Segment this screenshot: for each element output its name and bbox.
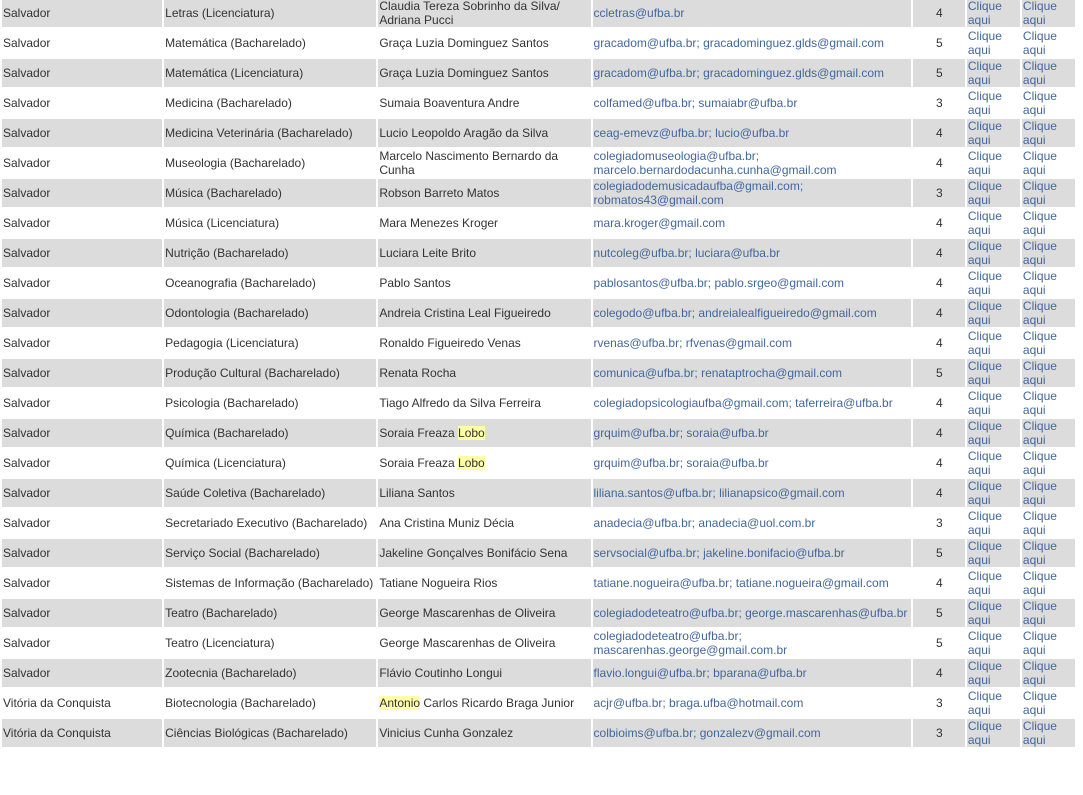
campus-cell: Salvador: [2, 89, 162, 117]
email-link[interactable]: rvenas@ufba.br; rfvenas@gmail.com: [593, 329, 911, 357]
table-row: [2, 479, 1075, 507]
clique-aqui-link[interactable]: Clique aqui: [1022, 29, 1075, 57]
clique-aqui-link[interactable]: Clique aqui: [967, 59, 1020, 87]
table-row: [2, 0, 1075, 27]
campus-cell: Salvador: [2, 179, 162, 207]
score-cell: 4: [913, 269, 965, 297]
clique-aqui-link[interactable]: Clique aqui: [967, 389, 1020, 417]
campus-cell: Salvador: [2, 629, 162, 657]
course-cell: Secretariado Executivo (Bacharelado): [164, 509, 376, 537]
campus-cell: Vitória da Conquista: [2, 689, 162, 717]
clique-aqui-link[interactable]: Clique aqui: [967, 329, 1020, 357]
clique-aqui-link[interactable]: Clique aqui: [1022, 719, 1075, 747]
coordinator-name: Andreia Cristina Leal Figueiredo: [379, 306, 551, 320]
course-cell: Medicina (Bacharelado): [164, 89, 376, 117]
coordinator-cell: [378, 419, 590, 447]
coordinator-name: Tiago Alfredo da Silva Ferreira: [379, 396, 541, 410]
coordinator-name: Jakeline Gonçalves Bonifácio Sena: [379, 546, 568, 560]
coordinator-cell: [378, 0, 590, 27]
score-cell: 5: [913, 59, 965, 87]
campus-cell: Salvador: [2, 599, 162, 627]
clique-aqui-link[interactable]: Clique aqui: [967, 239, 1020, 267]
campus-cell: Salvador: [2, 329, 162, 357]
email-link[interactable]: pablosantos@ufba.br; pablo.srgeo@gmail.com: [593, 269, 911, 297]
campus-cell: Salvador: [2, 569, 162, 597]
table-row: [2, 269, 1075, 297]
coordinator-cell: [378, 59, 590, 87]
course-cell: Zootecnia (Bacharelado): [164, 659, 376, 687]
campus-cell: Salvador: [2, 539, 162, 567]
clique-aqui-link[interactable]: Clique aqui: [1022, 89, 1075, 117]
clique-aqui-link[interactable]: Clique aqui: [967, 719, 1020, 747]
campus-cell: Vitória da Conquista: [2, 719, 162, 747]
email-link[interactable]: grquim@ufba.br; soraia@ufba.br: [593, 449, 911, 477]
clique-aqui-link[interactable]: Clique aqui: [1022, 269, 1075, 297]
coordinator-cell: [378, 119, 590, 147]
clique-aqui-link[interactable]: Clique aqui: [1022, 389, 1075, 417]
email-link[interactable]: anadecia@ufba.br; anadecia@uol.com.br: [593, 509, 911, 537]
coordinator-cell: [378, 629, 590, 657]
clique-aqui-link[interactable]: Clique aqui: [967, 599, 1020, 627]
course-cell: Matemática (Bacharelado): [164, 29, 376, 57]
email-link[interactable]: mara.kroger@gmail.com: [593, 209, 911, 237]
score-cell: 3: [913, 509, 965, 537]
course-cell: Oceanografia (Bacharelado): [164, 269, 376, 297]
coordinator-name: Mara Menezes Kroger: [379, 216, 499, 230]
coordinator-cell: [378, 269, 590, 297]
clique-aqui-link[interactable]: Clique aqui: [1022, 209, 1075, 237]
coordinator-name: Robson Barreto Matos: [379, 186, 500, 200]
email-link[interactable]: nutcoleg@ufba.br; luciara@ufba.br: [593, 239, 911, 267]
table-row: [2, 329, 1075, 357]
coordinator-cell: [378, 359, 590, 387]
score-cell: 4: [913, 659, 965, 687]
clique-aqui-link[interactable]: Clique aqui: [1022, 419, 1075, 447]
clique-aqui-link[interactable]: Clique aqui: [967, 149, 1020, 177]
email-link[interactable]: colegiadodeteatro@ufba.br; george.mascarenhas@ufba.br: [593, 599, 911, 627]
clique-aqui-link[interactable]: Clique aqui: [967, 269, 1020, 297]
course-cell: Letras (Licenciatura): [164, 0, 376, 27]
score-cell: 4: [913, 389, 965, 417]
course-cell: Música (Licenciatura): [164, 209, 376, 237]
coordinator-cell: [378, 539, 590, 567]
campus-cell: Salvador: [2, 299, 162, 327]
course-cell: Química (Bacharelado): [164, 419, 376, 447]
score-cell: 4: [913, 209, 965, 237]
email-link[interactable]: servsocial@ufba.br; jakeline.bonifacio@ufba.br: [593, 539, 911, 567]
table-row: [2, 629, 1075, 657]
campus-cell: Salvador: [2, 359, 162, 387]
clique-aqui-link[interactable]: Clique aqui: [1022, 689, 1075, 717]
email-link[interactable]: colegiadomuseologia@ufba.br; marcelo.bernardodacunha.cunha@gmail.com: [593, 149, 911, 177]
campus-cell: Salvador: [2, 479, 162, 507]
email-link[interactable]: colegiadopsicologiaufba@gmail.com; taferreira@ufba.br: [593, 389, 911, 417]
clique-aqui-link[interactable]: Clique aqui: [1022, 0, 1075, 27]
clique-aqui-link[interactable]: Clique aqui: [967, 689, 1020, 717]
coordinator-name: Ronaldo Figueiredo Venas: [379, 336, 521, 350]
coordinator-name: Renata Rocha: [379, 366, 457, 380]
clique-aqui-link[interactable]: Clique aqui: [1022, 629, 1075, 657]
clique-aqui-link[interactable]: Clique aqui: [967, 509, 1020, 537]
table-row: [2, 29, 1075, 57]
campus-cell: Salvador: [2, 269, 162, 297]
table-row: [2, 89, 1075, 117]
campus-cell: Salvador: [2, 209, 162, 237]
coordinator-cell: [378, 329, 590, 357]
clique-aqui-link[interactable]: Clique aqui: [967, 209, 1020, 237]
coordinator-name: George Mascarenhas de Oliveira: [379, 636, 556, 650]
clique-aqui-link[interactable]: Clique aqui: [967, 539, 1020, 567]
score-cell: 4: [913, 569, 965, 597]
clique-aqui-link[interactable]: Clique aqui: [1022, 59, 1075, 87]
score-cell: 3: [913, 719, 965, 747]
coordinator-cell: [378, 449, 590, 477]
coordinator-cell: [378, 689, 590, 717]
email-link[interactable]: grquim@ufba.br; soraia@ufba.br: [593, 419, 911, 447]
clique-aqui-link[interactable]: Clique aqui: [1022, 149, 1075, 177]
score-cell: 4: [913, 479, 965, 507]
coordinator-name: Tatiane Nogueira Rios: [379, 576, 498, 590]
campus-cell: Salvador: [2, 419, 162, 447]
campus-cell: Salvador: [2, 449, 162, 477]
clique-aqui-link[interactable]: Clique aqui: [1022, 449, 1075, 477]
score-cell: 4: [913, 419, 965, 447]
score-cell: 5: [913, 539, 965, 567]
course-cell: Nutrição (Bacharelado): [164, 239, 376, 267]
search-highlight: Lobo: [458, 426, 485, 440]
email-link[interactable]: acjr@ufba.br; braga.ufba@hotmail.com: [593, 689, 911, 717]
score-cell: 4: [913, 449, 965, 477]
table-row: [2, 449, 1075, 477]
campus-cell: Salvador: [2, 659, 162, 687]
score-cell: 3: [913, 689, 965, 717]
clique-aqui-link[interactable]: Clique aqui: [967, 119, 1020, 147]
clique-aqui-link[interactable]: Clique aqui: [967, 569, 1020, 597]
email-link[interactable]: colegiadodeteatro@ufba.br; mascarenhas.george@gmail.com.br: [593, 629, 911, 657]
table-row: [2, 149, 1075, 177]
email-link[interactable]: flavio.longui@ufba.br; bparana@ufba.br: [593, 659, 911, 687]
email-link[interactable]: colegiadodemusicadaufba@gmail.com; robmatos43@gmail.com: [593, 179, 911, 207]
clique-aqui-link[interactable]: Clique aqui: [1022, 359, 1075, 387]
campus-cell: Salvador: [2, 149, 162, 177]
email-link[interactable]: comunica@ufba.br; renataptrocha@gmail.com: [593, 359, 911, 387]
table-row: [2, 209, 1075, 237]
coordinator-cell: [378, 29, 590, 57]
course-cell: Pedagogia (Licenciatura): [164, 329, 376, 357]
clique-aqui-link[interactable]: Clique aqui: [967, 659, 1020, 687]
email-link[interactable]: colegodo@ufba.br; andreialealfigueiredo@gmail.com: [593, 299, 911, 327]
coordinator-cell: [378, 149, 590, 177]
score-cell: 4: [913, 239, 965, 267]
course-cell: Matemática (Licenciatura): [164, 59, 376, 87]
coordinator-cell: [378, 389, 590, 417]
course-cell: Teatro (Licenciatura): [164, 629, 376, 657]
coordinator-name: Luciara Leite Brito: [379, 246, 477, 260]
email-link[interactable]: gracadom@ufba.br; gracadominguez.glds@gmail.com: [593, 29, 911, 57]
clique-aqui-link[interactable]: Clique aqui: [967, 89, 1020, 117]
table-row: [2, 419, 1075, 447]
course-cell: Ciências Biológicas (Bacharelado): [164, 719, 376, 747]
table-body: [2, 0, 1075, 747]
coordinator-cell: [378, 659, 590, 687]
clique-aqui-link[interactable]: Clique aqui: [1022, 479, 1075, 507]
clique-aqui-link[interactable]: Clique aqui: [1022, 509, 1075, 537]
clique-aqui-link[interactable]: Clique aqui: [1022, 119, 1075, 147]
score-cell: 4: [913, 149, 965, 177]
table-row: [2, 719, 1075, 747]
coordinator-cell: [378, 599, 590, 627]
campus-cell: Salvador: [2, 509, 162, 537]
coordinator-name: Marcelo Nascimento Bernardo da Cunha: [379, 149, 559, 177]
coordinator-cell: [378, 569, 590, 597]
clique-aqui-link[interactable]: Clique aqui: [1022, 239, 1075, 267]
email-link[interactable]: colfamed@ufba.br; sumaiabr@ufba.br: [593, 89, 911, 117]
email-link[interactable]: ccletras@ufba.br: [593, 0, 911, 27]
course-cell: Química (Licenciatura): [164, 449, 376, 477]
coordinator-name: Flávio Coutinho Longui: [379, 666, 503, 680]
coordinator-cell: [378, 299, 590, 327]
clique-aqui-link[interactable]: Clique aqui: [967, 29, 1020, 57]
coordinator-name-rest: Carlos Ricardo Braga Junior: [420, 696, 575, 710]
table-row: [2, 359, 1075, 387]
coordinator-cell: [378, 509, 590, 537]
coordinator-cell: [378, 719, 590, 747]
coordinator-name: Soraia Freaza: [379, 426, 459, 440]
score-cell: 4: [913, 299, 965, 327]
table-row: [2, 539, 1075, 567]
coordinator-cell: [378, 89, 590, 117]
course-cell: Produção Cultural (Bacharelado): [164, 359, 376, 387]
clique-aqui-link[interactable]: Clique aqui: [1022, 659, 1075, 687]
table-row: [2, 119, 1075, 147]
email-link[interactable]: gracadom@ufba.br; gracadominguez.glds@gmail.com: [593, 59, 911, 87]
score-cell: 5: [913, 599, 965, 627]
coordinator-name: Sumaia Boaventura Andre: [379, 96, 520, 110]
email-link[interactable]: tatiane.nogueira@ufba.br; tatiane.nogueira@gmail.com: [593, 569, 911, 597]
score-cell: 4: [913, 329, 965, 357]
email-link[interactable]: liliana.santos@ufba.br; lilianapsico@gmail.com: [593, 479, 911, 507]
clique-aqui-link[interactable]: Clique aqui: [967, 479, 1020, 507]
campus-cell: Salvador: [2, 0, 162, 27]
table-row: [2, 239, 1075, 267]
clique-aqui-link[interactable]: Clique aqui: [967, 629, 1020, 657]
table-row: [2, 509, 1075, 537]
search-highlight: Antonio: [379, 696, 421, 710]
course-cell: Música (Bacharelado): [164, 179, 376, 207]
table-row: [2, 599, 1075, 627]
table-row: [2, 179, 1075, 207]
coordinator-name: Graça Luzia Dominguez Santos: [379, 36, 549, 50]
course-cell: Medicina Veterinária (Bacharelado): [164, 119, 376, 147]
coordinator-name: Lucio Leopoldo Aragão da Silva: [379, 126, 549, 140]
table-row: [2, 659, 1075, 687]
course-cell: Teatro (Bacharelado): [164, 599, 376, 627]
clique-aqui-link[interactable]: Clique aqui: [1022, 539, 1075, 567]
clique-aqui-link[interactable]: Clique aqui: [967, 179, 1020, 207]
coordinator-cell: [378, 209, 590, 237]
clique-aqui-link[interactable]: Clique aqui: [967, 419, 1020, 447]
campus-cell: Salvador: [2, 239, 162, 267]
coordinator-name: Pablo Santos: [379, 276, 451, 290]
clique-aqui-link[interactable]: Clique aqui: [967, 299, 1020, 327]
campus-cell: Salvador: [2, 29, 162, 57]
coordinator-name: Graça Luzia Dominguez Santos: [379, 66, 549, 80]
course-cell: Saúde Coletiva (Bacharelado): [164, 479, 376, 507]
score-cell: 5: [913, 629, 965, 657]
clique-aqui-link[interactable]: Clique aqui: [1022, 329, 1075, 357]
score-cell: 3: [913, 89, 965, 117]
coordinator-cell: [378, 479, 590, 507]
email-link[interactable]: ceag-emevz@ufba.br; lucio@ufba.br: [593, 119, 911, 147]
table-row: [2, 569, 1075, 597]
course-cell: Biotecnologia (Bacharelado): [164, 689, 376, 717]
campus-cell: Salvador: [2, 119, 162, 147]
clique-aqui-link[interactable]: Clique aqui: [967, 449, 1020, 477]
clique-aqui-link[interactable]: Clique aqui: [967, 0, 1020, 27]
score-cell: 4: [913, 0, 965, 27]
score-cell: 4: [913, 119, 965, 147]
score-cell: 5: [913, 29, 965, 57]
coordinator-name: Vinicius Cunha Gonzalez: [379, 726, 514, 740]
search-highlight: Lobo: [458, 456, 485, 470]
course-cell: Sistemas de Informação (Bacharelado): [164, 569, 376, 597]
clique-aqui-link[interactable]: Clique aqui: [1022, 179, 1075, 207]
campus-cell: Salvador: [2, 59, 162, 87]
table-row: [2, 389, 1075, 417]
coordinator-cell: [378, 239, 590, 267]
coordinator-name: Liliana Santos: [379, 486, 455, 500]
clique-aqui-link[interactable]: Clique aqui: [1022, 599, 1075, 627]
course-cell: Serviço Social (Bacharelado): [164, 539, 376, 567]
clique-aqui-link[interactable]: Clique aqui: [1022, 569, 1075, 597]
score-cell: 3: [913, 179, 965, 207]
score-cell: 5: [913, 359, 965, 387]
email-link[interactable]: colbioims@ufba.br; gonzalezv@gmail.com: [593, 719, 911, 747]
course-cell: Psicologia (Bacharelado): [164, 389, 376, 417]
clique-aqui-link[interactable]: Clique aqui: [1022, 299, 1075, 327]
table-row: [2, 59, 1075, 87]
coordinator-name: Claudia Tereza Sobrinho da Silva/ Adriana Pucci: [379, 0, 560, 27]
coordinator-name: George Mascarenhas de Oliveira: [379, 606, 556, 620]
table-row: [2, 689, 1075, 717]
coordinator-cell: [378, 179, 590, 207]
campus-cell: Salvador: [2, 389, 162, 417]
coordinator-name: Ana Cristina Muniz Décia: [379, 516, 515, 530]
coordinator-name: Soraia Freaza: [379, 456, 459, 470]
course-cell: Odontologia (Bacharelado): [164, 299, 376, 327]
table-row: [2, 299, 1075, 327]
clique-aqui-link[interactable]: Clique aqui: [967, 359, 1020, 387]
course-cell: Museologia (Bacharelado): [164, 149, 376, 177]
